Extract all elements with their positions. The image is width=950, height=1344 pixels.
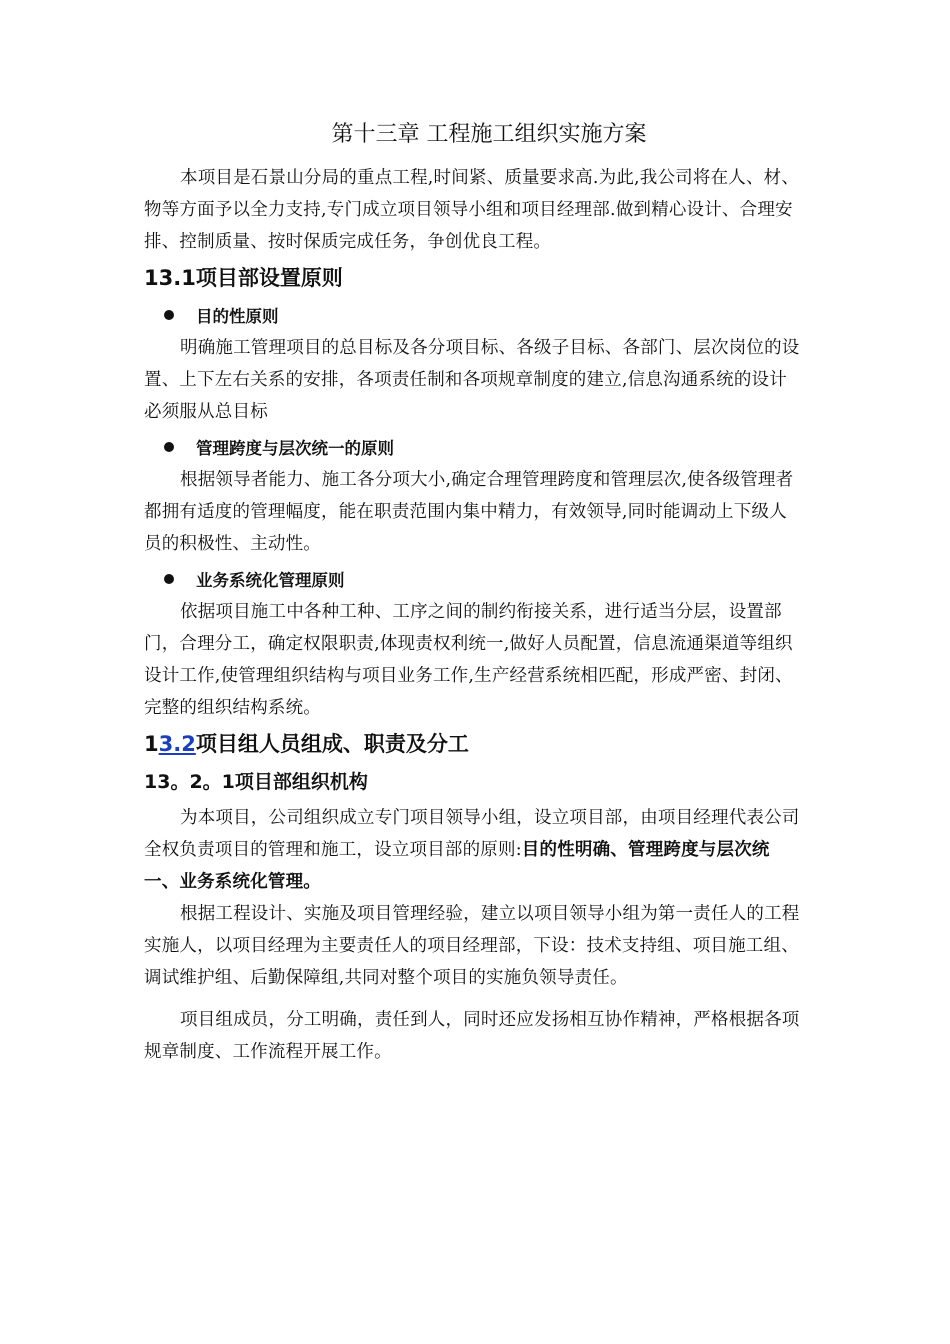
- bullet-system-principle: [164, 564, 804, 594]
- section-13-2-heading: [144, 728, 804, 760]
- bullet-dot-icon: [164, 442, 174, 452]
- section-number-link[interactable]: 3.2: [158, 732, 196, 756]
- bullet-dot-icon: [164, 310, 174, 320]
- bullet-dot-icon: [164, 574, 174, 584]
- bullet-label: 业务系统化管理原则: [196, 571, 345, 590]
- bullet-label: 管理跨度与层次统一的原则: [196, 439, 394, 458]
- section-13-2-1-heading: 13。2。1项目部组织机构: [144, 771, 368, 793]
- system-principle-paragraph: 依据项目施工中各种工种、工序之间的制约衔接关系，进行适当分层，设置部门，合理分工，确定权限职责,体现责权利统一,做好人员配置，信息流通渠道等组织设计工作,使管理组织结构与项目业务工作,生产经营系统相匹配，形成严密、封闭、完整的组织结构系统。: [144, 602, 793, 718]
- purpose-principle-paragraph: 明确施工管理项目的总目标及各分项目标、各级子目标、各部门、层次岗位的设置、上下左右关系的安排，各项责任制和各项规章制度的建立,信息沟通系统的设计必须服从总目标: [144, 338, 800, 422]
- span-principle-paragraph: 根据领导者能力、施工各分项大小,确定合理管理跨度和管理层次,使各级管理者都拥有适度的管理幅度，能在职责范围内集中精力，有效领导,同时能调动上下级人员的积极性、主动性。: [144, 470, 794, 554]
- organization-paragraph: [144, 802, 804, 898]
- heading-prefix: 1: [144, 732, 159, 756]
- organization-text: 为本项目，公司组织成立专门项目领导小组，设立项目部，由项目经理代表公司全权负责项目的管理和施工，设立项目部的原则:: [144, 808, 800, 860]
- bullet-label: 目的性原则: [196, 307, 279, 326]
- bullet-purpose-principle: [164, 300, 804, 330]
- bullet-span-principle: [164, 432, 804, 462]
- section-13-1-heading: 13.1项目部设置原则: [144, 266, 343, 290]
- structure-paragraph: 根据工程设计、实施及项目管理经验，建立以项目领导小组为第一责任人的工程实施人，以项目经理为主要责任人的项目经理部，下设：技术支持组、项目施工组、调试维护组、后勤保障组,共同对整个项目的实施负领导责任。: [144, 904, 800, 988]
- chapter-title: 第十三章 工程施工组织实施方案: [331, 122, 647, 147]
- organization-principles-bold: 目的性明确、管理跨度与层次统一、业务系统化管理。: [144, 840, 770, 892]
- paragraph-gap: [144, 994, 804, 1004]
- team-paragraph: 项目组成员，分工明确，责任到人，同时还应发扬相互协作精神，严格根据各项规章制度、工作流程开展工作。: [144, 1010, 800, 1062]
- heading-text: 项目组人员组成、职责及分工: [195, 732, 469, 756]
- intro-paragraph: 本项目是石景山分局的重点工程,时间紧、质量要求高.为此,我公司将在人、材、物等方面予以全力支持,专门成立项目领导小组和项目经理部.做到精心设计、合理安排、控制质量、按时保质完成任务，争创优良工程。: [144, 168, 800, 252]
- document-page: [144, 118, 804, 1068]
